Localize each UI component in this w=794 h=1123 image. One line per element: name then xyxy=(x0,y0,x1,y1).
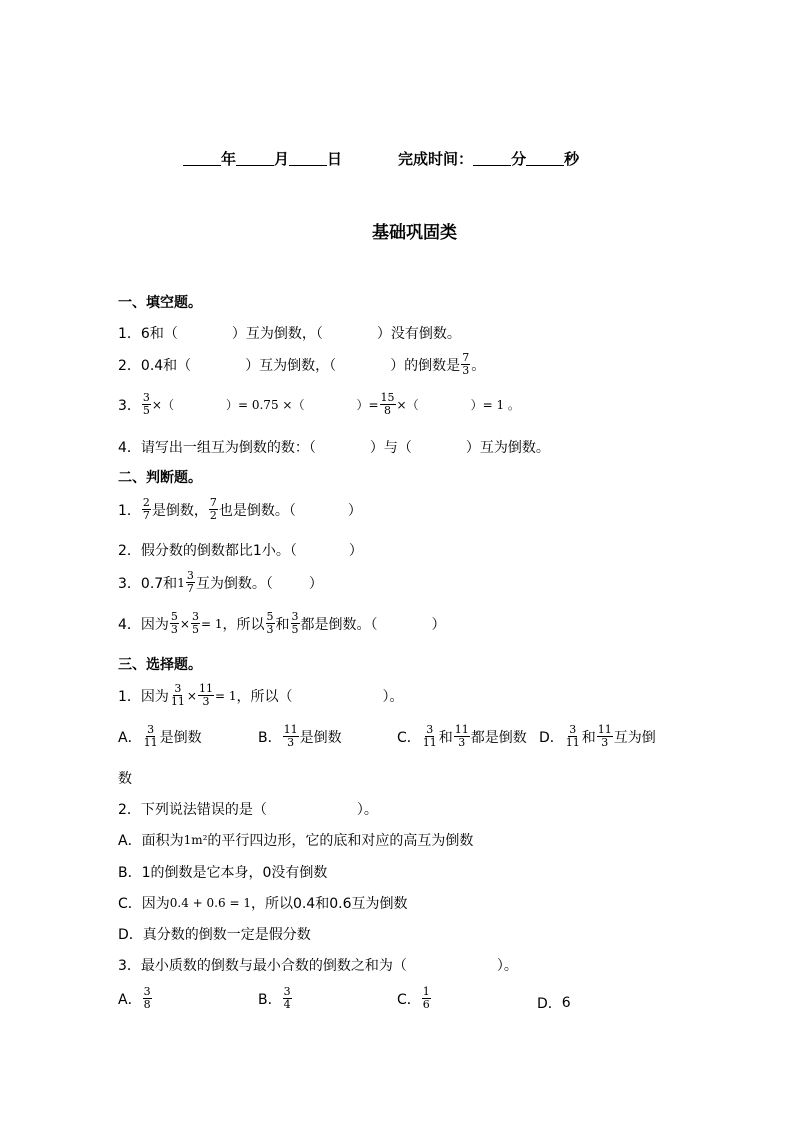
month-blank[interactable] xyxy=(236,151,274,166)
question-text: ）的倒数是 xyxy=(390,357,461,374)
question-text: ，所以 xyxy=(222,616,265,633)
s3-q3-option-c[interactable] xyxy=(397,986,432,1011)
option-label: C． xyxy=(397,991,421,1008)
question-text: ） xyxy=(347,502,362,519)
fraction: $\frac{1}{6}$ xyxy=(422,985,430,1011)
option-text: ，所以0.4和0.6互为倒数 xyxy=(250,896,408,912)
question-text: 0.4和（ xyxy=(140,357,192,374)
s3-q2-option-d[interactable] xyxy=(118,924,311,944)
question-number: 3． xyxy=(118,575,141,592)
option-text: 互为倒 xyxy=(613,729,656,746)
s3-q2-option-b[interactable] xyxy=(118,862,327,882)
question-number: 2． xyxy=(118,543,141,559)
question-text: 也是倒数。（ xyxy=(218,502,296,519)
s1-q1 xyxy=(118,323,461,343)
question-text: 假分数的倒数都比1小。（ xyxy=(140,543,297,559)
question-text: 请写出一组互为倒数的数：（ xyxy=(140,440,316,456)
s1-q3 xyxy=(118,392,520,417)
s3-q3-option-b[interactable] xyxy=(258,986,293,1011)
math-text: = 1 xyxy=(214,688,237,703)
section1-heading: 一、填空题。 xyxy=(118,295,202,311)
option-label: A． xyxy=(118,833,142,849)
second-label: 秒 xyxy=(564,150,580,168)
year-blank[interactable] xyxy=(183,151,221,166)
fraction: $\frac{3}{8}$ xyxy=(143,985,151,1011)
question-number: 2． xyxy=(118,802,141,818)
option-label: A． xyxy=(118,991,142,1008)
minute-blank[interactable] xyxy=(473,151,511,166)
s3-q2 xyxy=(118,799,378,819)
fraction: $\frac{11}{3}$ xyxy=(283,723,298,749)
question-text: 因为 xyxy=(140,688,169,705)
question-text: ） xyxy=(431,616,446,633)
fraction: $\frac{3}{11}$ xyxy=(565,723,580,749)
option-label: A． xyxy=(118,729,142,746)
option-label: C． xyxy=(118,896,142,912)
option-text: 是倒数 xyxy=(159,729,202,746)
option-text: 是倒数 xyxy=(299,729,342,746)
option-text: 因为 xyxy=(141,896,170,912)
s3-q3-option-d[interactable] xyxy=(537,993,571,1013)
question-text: 和 xyxy=(275,616,290,633)
math-text: ）= 0.75 ×（ xyxy=(225,398,305,412)
question-number: 2． xyxy=(118,357,141,374)
s2-q1 xyxy=(118,497,362,522)
option-label: B． xyxy=(258,729,282,746)
option-text: 1的倒数是它本身，0没有倒数 xyxy=(141,865,328,881)
question-text: 都是倒数。（ xyxy=(300,616,378,633)
day-blank[interactable] xyxy=(289,151,327,166)
math-text: ×（ xyxy=(396,398,419,412)
s1-q2 xyxy=(118,352,485,377)
fraction: $\frac{7}{3}$ xyxy=(462,351,470,377)
question-text: ）。 xyxy=(382,688,404,705)
question-text: ）。 xyxy=(496,958,518,974)
option-text: 和 xyxy=(581,729,596,746)
date-header xyxy=(183,148,579,169)
question-text: 因为 xyxy=(140,616,169,633)
mixed-number-whole: 1 xyxy=(177,575,185,590)
s2-q4 xyxy=(118,611,446,636)
day-label: 日 xyxy=(327,150,343,168)
fraction: $\frac{3}{11}$ xyxy=(143,723,158,749)
math-text: ）= 1 。 xyxy=(470,398,520,412)
fraction: $\frac{3}{4}$ xyxy=(283,985,291,1011)
fraction: $\frac{5}{3}$ xyxy=(266,610,274,636)
s3-q3-option-a[interactable] xyxy=(118,986,153,1011)
question-text: 互为倒数。（ xyxy=(195,575,273,592)
fraction: $\frac{3}{5}$ xyxy=(291,610,299,636)
question-text: 0.7和 xyxy=(140,575,178,592)
fraction: $\frac{3}{7}$ xyxy=(186,569,194,595)
s3-q3 xyxy=(118,955,518,975)
option-label: B． xyxy=(258,991,282,1008)
question-number: 1． xyxy=(118,502,141,519)
s1-q4 xyxy=(118,437,550,457)
question-text: ）。 xyxy=(356,802,378,818)
question-text: ）与（ xyxy=(369,440,412,456)
question-number: 1． xyxy=(118,688,141,705)
math-text: × xyxy=(179,616,190,631)
question-text: ） xyxy=(308,575,323,592)
option-text: 6 xyxy=(561,995,571,1011)
question-number: 1． xyxy=(118,326,141,342)
math-text: ）= xyxy=(356,398,379,412)
s2-q2 xyxy=(118,540,363,560)
option-text: 都是倒数 xyxy=(470,729,527,746)
question-text: ）没有倒数。 xyxy=(376,326,461,342)
math-text: = 1 xyxy=(200,616,223,631)
question-text: 6和（ xyxy=(140,326,178,342)
question-text: 。 xyxy=(471,357,486,374)
s2-q3 xyxy=(118,570,323,595)
year-label: 年 xyxy=(221,150,237,168)
question-text: ）互为倒数。 xyxy=(465,440,550,456)
fraction: $\frac{2}{7}$ xyxy=(142,496,150,522)
question-text: ）互为倒数，（ xyxy=(245,357,337,374)
question-number: 4． xyxy=(118,440,141,456)
fraction: $\frac{11}{3}$ xyxy=(597,723,612,749)
option-text: 和 xyxy=(438,729,453,746)
fraction: $\frac{3}{5}$ xyxy=(142,391,150,417)
question-text: ） xyxy=(348,543,363,559)
question-number: 3． xyxy=(118,958,141,974)
option-label: B． xyxy=(118,865,142,881)
option-label: D． xyxy=(537,996,562,1012)
option-text: 真分数的倒数一定是假分数 xyxy=(142,927,311,943)
question-text: ）互为倒数，（ xyxy=(231,326,323,342)
section2-heading: 二、判断题。 xyxy=(118,470,202,486)
math-text: 0.4 + 0.6 = 1 xyxy=(169,896,251,910)
option-label: D． xyxy=(118,927,143,943)
fraction: $\frac{11}{3}$ xyxy=(454,723,469,749)
math-text: 1m² xyxy=(183,833,208,847)
question-text: 是倒数， xyxy=(151,502,208,519)
section3-heading: 三、选择题。 xyxy=(118,657,202,673)
fraction: $\frac{3}{5}$ xyxy=(191,610,199,636)
question-number: 3． xyxy=(118,397,141,414)
question-text: 下列说法错误的是（ xyxy=(140,802,267,818)
math-text: ×（ xyxy=(151,398,174,412)
option-text: 面积为 xyxy=(141,833,184,849)
minute-label: 分 xyxy=(511,150,527,168)
fraction: $\frac{5}{3}$ xyxy=(170,610,178,636)
fraction: $\frac{3}{11}$ xyxy=(422,723,437,749)
fraction: $\frac{7}{2}$ xyxy=(209,496,217,522)
s3-q2-option-a[interactable] xyxy=(118,830,473,850)
s3-q1-option-b[interactable] xyxy=(258,724,342,749)
page-title: 基础巩固类 xyxy=(372,223,457,243)
fraction: $\frac{15}{8}$ xyxy=(380,391,395,417)
math-text: × xyxy=(186,688,197,703)
option-label: D． xyxy=(539,729,564,746)
s3-q1-option-a[interactable] xyxy=(118,724,202,749)
s3-q1-option-d[interactable] xyxy=(539,724,656,749)
fraction: $\frac{3}{11}$ xyxy=(170,682,185,708)
question-number: 4． xyxy=(118,616,141,633)
s3-q2-option-c[interactable] xyxy=(118,893,407,913)
s3-q1 xyxy=(118,683,404,708)
s3-q1-option-d-wrap: 数 xyxy=(118,771,132,787)
question-text: 最小质数的倒数与最小合数的倒数之和为（ xyxy=(140,958,407,974)
question-text: ，所以（ xyxy=(236,688,293,705)
s3-q1-option-c[interactable] xyxy=(397,724,527,749)
month-label: 月 xyxy=(274,150,290,168)
option-text: 的平行四边形，它的底和对应的高互为倒数 xyxy=(207,833,474,849)
second-blank[interactable] xyxy=(526,151,564,166)
option-label: C． xyxy=(397,729,421,746)
fraction: $\frac{11}{3}$ xyxy=(198,682,213,708)
time-label: 完成时间： xyxy=(398,150,474,168)
